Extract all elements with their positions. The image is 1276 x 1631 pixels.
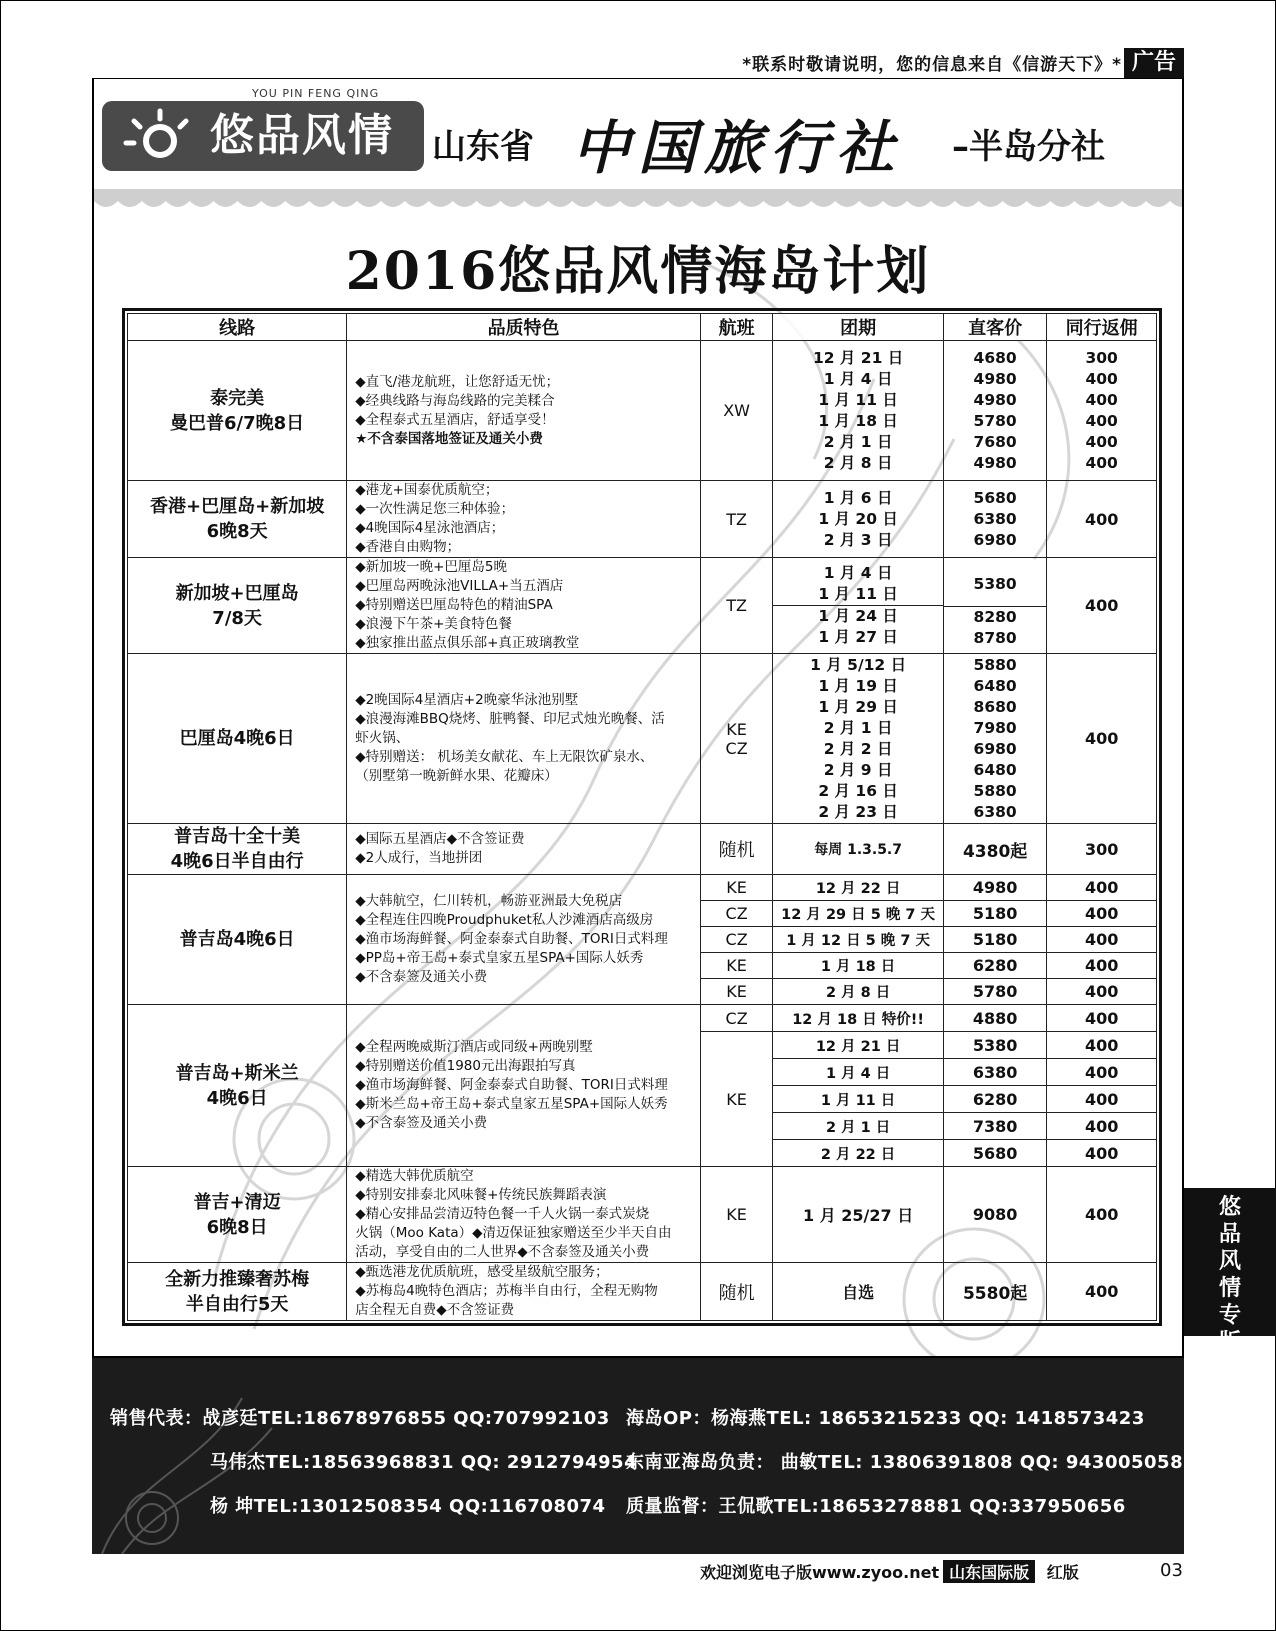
date-item: 1 月 4 日: [823, 564, 893, 582]
feature-item: ◆经典线路与海岛线路的完美糅合: [355, 392, 555, 409]
feature-item: ◆浪漫下午茶+美食特色餐: [355, 616, 512, 632]
date-item: 1 月 20 日: [818, 509, 898, 528]
features: [347, 654, 701, 824]
bottom-banner: [700, 1560, 1079, 1586]
feature-item: ◆全程连住四晚Proudphuket私人沙滩酒店高级房: [355, 912, 654, 928]
flight-code: CZ: [700, 901, 772, 927]
price-item: 5380: [944, 563, 1046, 607]
commission-item: 300: [1085, 348, 1118, 367]
date-item: 12 月 21 日: [812, 348, 904, 367]
side-tab-text: [1210, 1194, 1250, 1356]
feature-item: ◆不含泰签及通关小费: [355, 969, 488, 985]
price-item: 4980: [943, 875, 1046, 901]
flight-code: 随机: [700, 824, 772, 875]
route-name: [128, 1167, 347, 1263]
date-item: 12 月 18 日 特价!!: [773, 1005, 944, 1032]
contact-footer: [92, 1358, 1184, 1554]
table-row: [128, 1263, 1157, 1321]
table-row: [128, 341, 1157, 481]
flight-code: KE: [700, 979, 772, 1005]
price-item: 4980: [973, 390, 1017, 409]
route-line: 新加坡+巴厘岛: [175, 582, 299, 604]
contact-line: 海岛OP：杨海燕TEL: 18653215233 QQ: 1418573423: [626, 1408, 1145, 1429]
date-item: 1 月 6 日: [823, 488, 893, 507]
date-item: 2 月 16 日: [818, 781, 898, 800]
date-item: 自选: [773, 1263, 944, 1321]
price-item: 5680: [943, 1140, 1046, 1167]
dates-list: [773, 654, 944, 824]
feature-item: ★不含泰国落地签证及通关小费: [355, 430, 543, 447]
route-line: 泰完美: [210, 387, 265, 409]
price-item: 5680: [973, 488, 1017, 507]
ad-badge: 广告: [1124, 48, 1184, 78]
commission: 400: [1047, 1005, 1157, 1032]
feature-item: ◆全程泰式五星酒店，舒适享受！: [355, 411, 555, 428]
dates-list: [773, 481, 944, 558]
edition-badge: 山东国际版: [943, 1560, 1035, 1583]
section-side-tab: [1184, 1188, 1276, 1355]
date-item: 1 月 11 日: [773, 584, 943, 606]
flight-code: CZ: [700, 1005, 772, 1032]
price-item: 6380: [973, 802, 1017, 821]
table-row: [128, 1005, 1157, 1032]
date-item: 1 月 29 日: [818, 697, 898, 716]
route-line: 全新力推臻奢苏梅: [165, 1268, 310, 1290]
price-item: 8780: [973, 628, 1017, 647]
website-link[interactable]: 欢迎浏览电子版www.zyoo.net: [700, 1563, 940, 1582]
commission: 400: [1047, 481, 1157, 558]
feature-item: ◆精心安排品尝清迈特色餐一千人火锅一泰式炭烧: [355, 1206, 650, 1222]
price-item: 6480: [973, 676, 1017, 695]
route-line: 4晚6日半自由行: [170, 851, 304, 872]
date-item: 1 月 18 日: [773, 953, 944, 979]
date-item: 2 月 1 日: [773, 1113, 944, 1140]
commission-list: [1047, 341, 1157, 481]
price-item: 5780: [973, 411, 1017, 430]
date-item: 2 月 8 日: [823, 453, 893, 472]
route-line: 普吉岛十全十美: [174, 826, 301, 847]
feature-item: ◆新加坡一晚+巴厘岛5晚: [355, 559, 508, 575]
scallop-divider: [94, 189, 1182, 213]
date-item: 1 月 11 日: [773, 1086, 944, 1113]
commission: 400: [1047, 1167, 1157, 1263]
logo-text: 悠品风情: [210, 110, 394, 161]
commission-item: 400: [1085, 453, 1118, 472]
feature-item: ◆4晚国际4星泳池酒店；: [355, 520, 505, 536]
prices-list: [943, 341, 1046, 481]
commission: 400: [1047, 1032, 1157, 1059]
date-item: 1 月 25/27 日: [773, 1167, 944, 1263]
commission: 300: [1047, 824, 1157, 875]
feature-item: ◆甄选港龙优质航班，感受星级航空服务；: [355, 1264, 609, 1280]
feature-item: ◆PP岛+帝王岛+泰式皇家五星SPA+国际人妖秀: [355, 950, 644, 966]
flight-codes: [700, 654, 772, 824]
price-item: 8680: [973, 697, 1017, 716]
table-row: [128, 481, 1157, 558]
side-tab-char: 情: [1218, 1276, 1241, 1301]
route-name: 巴厘岛4晚6日: [128, 654, 347, 824]
price-item: 6980: [973, 739, 1017, 758]
contact-line: 马伟杰TEL:18563968831 QQ: 2912794954: [210, 1452, 638, 1473]
date-item: 1 月 5/12 日: [810, 655, 907, 674]
price-item: 6480: [973, 760, 1017, 779]
commission: 400: [1047, 927, 1157, 953]
features: [347, 341, 701, 481]
agency-brand: 中国旅行社: [572, 114, 903, 182]
feature-item: ◆直飞/港龙航班，让您舒适无忧；: [355, 373, 560, 390]
feature-item: ◆不含泰签及通关小费: [355, 1115, 488, 1131]
commission: 400: [1047, 979, 1157, 1005]
route-line: 普吉岛+斯米兰: [175, 1062, 299, 1084]
date-item: 1 月 4 日: [823, 369, 893, 388]
commission: 400: [1047, 1263, 1157, 1321]
price-item: 6280: [943, 1086, 1046, 1113]
features: [347, 875, 701, 1005]
route-line: 6晚8天: [206, 521, 268, 542]
features: [347, 1263, 701, 1321]
feature-item: ◆浪漫海滩BBQ烧烤、脏鸭餐、印尼式烛光晚餐、活: [355, 711, 665, 727]
feature-item: ◆精选大韩优质航空: [355, 1168, 474, 1184]
logo-subtitle: YOU PIN FENG QING: [252, 87, 380, 100]
tour-table: [122, 308, 1162, 1326]
table-row: [128, 875, 1157, 901]
flight-code: KE: [726, 719, 747, 739]
price-item: 5880: [973, 655, 1017, 674]
commission-item: 400: [1085, 411, 1118, 430]
price-item: 4880: [943, 1005, 1046, 1032]
feature-item: ◆港龙+国泰优质航空；: [355, 482, 499, 498]
feature-item: ◆特别安排泰北风味餐+传统民族舞蹈表演: [355, 1187, 607, 1203]
route-line: 半自由行5天: [185, 1293, 289, 1315]
feature-item: ◆特别赠送价值1980元出海跟拍写真: [355, 1058, 576, 1074]
feature-item: ◆2人成行，当地拼团: [355, 850, 483, 866]
date-item: 12 月 22 日: [773, 875, 944, 901]
col-header-flight: 航班: [700, 314, 772, 341]
feature-item: ◆特别赠送： 机场美女献花、车上无限饮矿泉水、: [355, 749, 654, 765]
flight-code: KE: [700, 953, 772, 979]
feature-item: ◆2晚国际4星酒店+2晚豪华泳池别墅: [355, 692, 579, 708]
route-name: [128, 1263, 347, 1321]
date-item: 12 月 21 日: [773, 1032, 944, 1059]
side-tab-char: 专: [1218, 1303, 1241, 1328]
date-item: 2 月 1 日: [823, 432, 893, 451]
date-item: 1 月 11 日: [818, 390, 898, 409]
feature-item: ◆大韩航空，仁川转机，畅游亚洲最大免税店: [355, 893, 623, 909]
feature-item: ◆国际五星酒店◆不含签证费: [355, 831, 525, 847]
feature-item: ◆香港自由购物；: [355, 539, 461, 555]
price-item: 5580起: [943, 1263, 1046, 1321]
contact-line: 质量监督：王侃歌TEL:18653278881 QQ:337950656: [626, 1496, 1126, 1517]
date-item: 1 月 24 日: [818, 607, 898, 625]
price-item: 4980: [973, 369, 1017, 388]
source-note: *联系时敬请说明，您的信息来自《信游天下》*: [742, 55, 1122, 75]
prices-list: [943, 654, 1046, 824]
feature-item: 店全程无自费◆不含签证费: [355, 1302, 515, 1318]
commission: 400: [1047, 558, 1157, 654]
col-header-commission: 同行返佣: [1047, 314, 1157, 341]
dates-list: [773, 341, 944, 481]
route-line: 7/8天: [212, 607, 262, 629]
date-item: 2 月 22 日: [773, 1140, 944, 1167]
col-header-route: 线路: [128, 314, 347, 341]
commission-item: 400: [1085, 369, 1118, 388]
price-item: 6380: [943, 1059, 1046, 1086]
route-name: [128, 824, 347, 875]
commission: 400: [1047, 1140, 1157, 1167]
feature-item: ◆一次性满足您三种体验；: [355, 501, 515, 517]
flight-code: TZ: [700, 481, 772, 558]
col-header-price: 直客价: [943, 314, 1046, 341]
feature-item: （别墅第一晚新鲜水果、花瓣床）: [355, 768, 558, 784]
flight-code: KE: [700, 1167, 772, 1263]
col-header-dates: 团期: [773, 314, 944, 341]
flight-code: KE: [700, 1032, 772, 1167]
page-number: 03: [1160, 1560, 1183, 1581]
feature-item: ◆苏梅岛4晚特色酒店；苏梅半自由行，全程无购物: [355, 1283, 658, 1299]
route-name: [128, 558, 347, 654]
contact-line: 东南亚海岛负责： 曲敏TEL: 13806391808 QQ: 943005058: [626, 1452, 1184, 1473]
feature-item: ◆独家推出蓝点俱乐部+真正玻璃教堂: [355, 635, 580, 651]
features: [347, 558, 701, 654]
ad-panel: [92, 78, 1184, 1358]
price-item: 5780: [943, 979, 1046, 1005]
price-item: 7980: [973, 718, 1017, 737]
side-tab-char: 悠: [1218, 1195, 1241, 1220]
feature-item: ◆斯米兰岛+帝王岛+泰式皇家五星SPA+国际人妖秀: [355, 1096, 668, 1112]
price-item: 6380: [973, 509, 1017, 528]
price-item: 5380: [943, 1032, 1046, 1059]
edition-color: 红版: [1046, 1563, 1079, 1582]
contact-line: 杨 坤TEL:13012508354 QQ:116708074: [210, 1496, 606, 1517]
prices-list: [943, 481, 1046, 558]
date-item: 2 月 23 日: [818, 802, 898, 821]
price-item: 4380起: [943, 824, 1046, 875]
feature-item: ◆特别赠送巴厘岛特色的精油SPA: [355, 597, 553, 613]
route-line: 香港+巴厘岛+新加坡: [150, 496, 325, 517]
flight-code: TZ: [700, 558, 772, 654]
main-title: 2016悠品风情海岛计划: [345, 241, 931, 302]
commission: 400: [1047, 1113, 1157, 1140]
feature-item: ◆巴厘岛两晚泳池VILLA+当五酒店: [355, 578, 564, 594]
table-header-row: [128, 314, 1157, 341]
header: [94, 79, 1182, 209]
date-item: 1 月 27 日: [818, 628, 898, 646]
prices-list: [943, 558, 1046, 654]
feature-item: 活动，享受自由的二人世界◆不含泰签及通关小费: [355, 1244, 650, 1260]
commission: 400: [1047, 953, 1157, 979]
commission: 400: [1047, 654, 1157, 824]
price-item: 6280: [943, 953, 1046, 979]
side-tab-char: 风: [1218, 1249, 1241, 1274]
date-item: 2 月 1 日: [823, 718, 893, 737]
route-name: 普吉岛4晚6日: [128, 875, 347, 1005]
feature-item: ◆渔市场海鲜餐、阿金泰泰式自助餐、TORI日式料理: [355, 1077, 668, 1093]
price-item: 9080: [943, 1167, 1046, 1263]
feature-item: 虾火锅、: [355, 730, 410, 746]
route-line: 4晚6日: [206, 1087, 268, 1109]
flight-code: CZ: [725, 738, 748, 758]
date-item: 2 月 3 日: [823, 530, 893, 549]
date-item: 1 月 12 日 5 晚 7 天: [773, 927, 944, 953]
contact-line: 销售代表：战彦廷TEL:18678976855 QQ:707992103: [110, 1408, 610, 1429]
features: [347, 824, 701, 875]
dates-list: [773, 558, 944, 654]
date-item: 2 月 9 日: [823, 760, 893, 779]
date-item: 每周 1.3.5.7: [773, 824, 944, 875]
date-item: 1 月 18 日: [818, 411, 898, 430]
price-item: 5880: [973, 781, 1017, 800]
features: [347, 1167, 701, 1263]
route-name: [128, 341, 347, 481]
agency-branch: –半岛分社: [952, 127, 1105, 167]
date-item: 1 月 4 日: [773, 1059, 944, 1086]
price-item: 5180: [943, 927, 1046, 953]
table-row: [128, 654, 1157, 824]
brand-logo: [102, 87, 424, 171]
side-tab-char: 版: [1218, 1330, 1241, 1355]
feature-item: ◆渔市场海鲜餐、阿金泰泰式自助餐、TORI日式料理: [355, 931, 668, 947]
route-line: 曼巴普6/7晚8日: [170, 412, 305, 434]
commission: 400: [1047, 901, 1157, 927]
table-row: [128, 1167, 1157, 1263]
date-item: 1 月 19 日: [818, 676, 898, 695]
route-line: 6晚8日: [206, 1216, 268, 1238]
date-item: 2 月 8 日: [773, 979, 944, 1005]
route-line: 普吉+清迈: [193, 1191, 281, 1213]
flight-code: 随机: [700, 1263, 772, 1321]
price-item: 7680: [973, 432, 1017, 451]
flight-code: XW: [700, 341, 772, 481]
price-item: 4980: [973, 453, 1017, 472]
flight-code: KE: [700, 875, 772, 901]
features: [347, 1005, 701, 1167]
price-item: 8280: [973, 607, 1017, 626]
features: [347, 481, 701, 558]
price-item: 4680: [973, 348, 1017, 367]
commission-item: 400: [1085, 390, 1118, 409]
route-name: [128, 1005, 347, 1167]
price-item: 6980: [973, 530, 1017, 549]
feature-item: ◆全程两晚威斯汀酒店或同级+两晚别墅: [355, 1039, 593, 1055]
route-name: [128, 481, 347, 558]
side-tab-char: 品: [1218, 1222, 1241, 1247]
feature-item: 火锅（Moo Kata）◆清迈保证独家赠送至少半天自由: [355, 1225, 672, 1241]
price-item: 7380: [943, 1113, 1046, 1140]
table-row: [128, 824, 1157, 875]
date-item: 12 月 29 日 5 晚 7 天: [773, 901, 944, 927]
agency-province: 山东省: [432, 127, 534, 167]
commission-item: 400: [1085, 432, 1118, 451]
flight-code: CZ: [700, 927, 772, 953]
date-item: 2 月 2 日: [823, 739, 893, 758]
col-header-features: 品质特色: [347, 314, 701, 341]
price-item: 5180: [943, 901, 1046, 927]
commission: 400: [1047, 1086, 1157, 1113]
sun-icon: [120, 107, 192, 165]
table-row: [128, 558, 1157, 654]
commission: 400: [1047, 1059, 1157, 1086]
commission: 400: [1047, 875, 1157, 901]
